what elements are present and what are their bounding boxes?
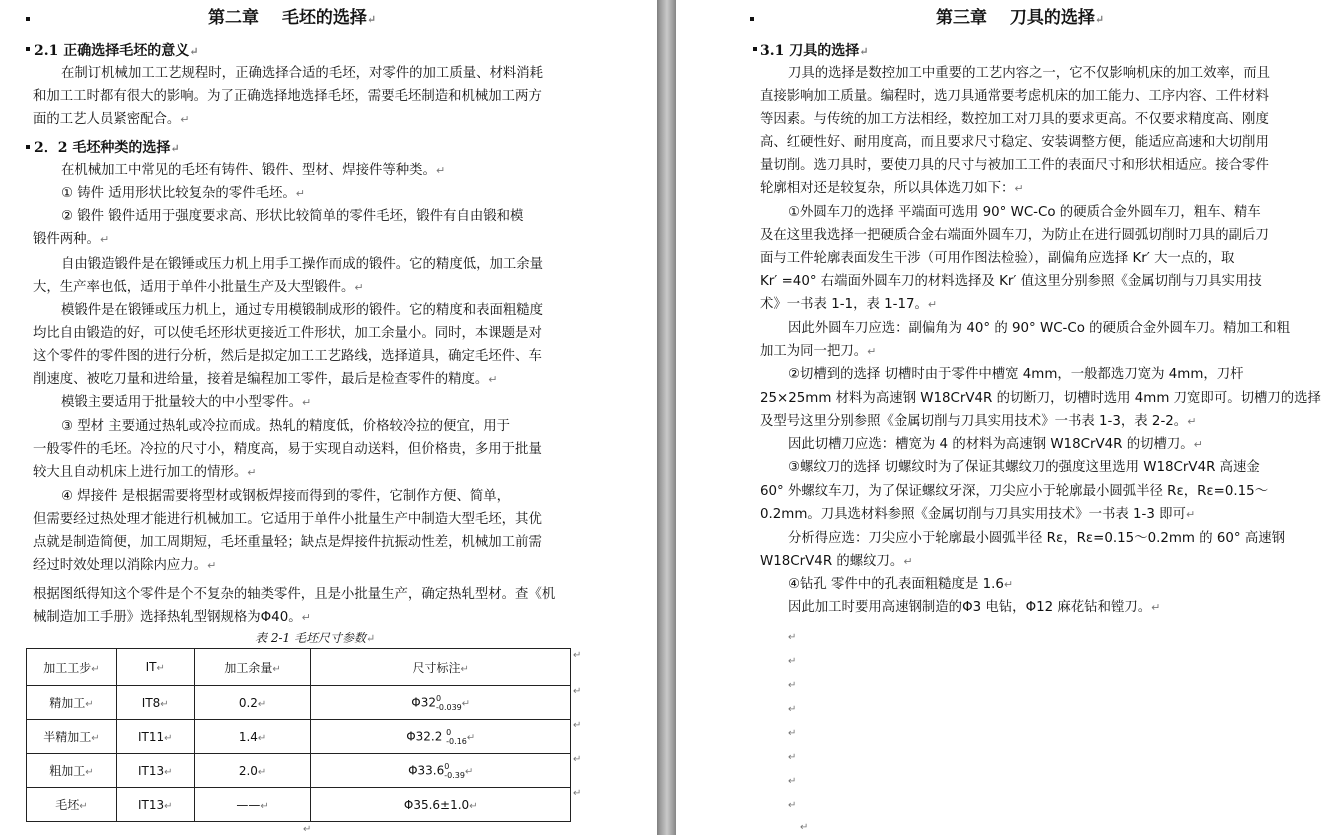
- body-line: 较大且自动机床上进行加工的情形。↵: [33, 465, 257, 480]
- body-line: 模锻件是在锻锤或压力机上，通过专用模锻制成形的锻件。它的精度和表面粗糙度: [61, 303, 544, 318]
- table-row: [27, 754, 571, 788]
- body-line: ④ 焊接件 是根据需要将型材或钢板焊接而得到的零件，它制作方便、简单，: [61, 489, 511, 504]
- cell-allowance: ——↵: [194, 788, 311, 822]
- body-line: 械制造加工手册》选择热轧型钢规格为Φ40。↵: [33, 610, 311, 625]
- cell-dimension: Φ35.6±1.0↵: [311, 788, 571, 822]
- cell-step: 毛坯↵: [27, 788, 117, 822]
- body-line: ② 锻件 锻件适用于强度要求高、形状比较简单的零件毛坯，锻件有自由锻和模: [61, 209, 524, 224]
- paragraph-mark: ↵: [788, 728, 797, 739]
- cell-dimension: Φ32 0 -0.039 ↵: [311, 686, 571, 720]
- header-cell-step: 加工工步↵: [27, 649, 117, 686]
- body-line: 及型号这里分别参照《金属切削与刀具实用技术》一书表 1-3，表 2-2。↵: [760, 414, 1197, 429]
- paragraph-marker: [26, 17, 30, 21]
- body-line: 加工为同一把刀。↵: [760, 344, 877, 359]
- cell-it: IT8↵: [116, 686, 194, 720]
- body-line: Kr′ =40° 右端面外圆车刀的材料选择及 Kr′ 值这里分别参照《金属切削与刀具实用技: [760, 274, 1262, 289]
- page-gap-divider: [657, 0, 676, 835]
- body-line: 一般零件的毛坯。冷拉的尺寸小，精度高，易于实现自动送料，但价格贵，多用于批量: [33, 442, 542, 457]
- body-line: 刀具的选择是数控加工中重要的工艺内容之一，它不仅影响机床的加工效率，而且: [788, 66, 1271, 81]
- body-line: 在制订机械加工工艺规程时，正确选择合适的毛坯，对零件的加工质量、材料消耗: [61, 66, 544, 81]
- body-line: 大，生产率也低，适用于单件小批量生产及大型锻件。↵: [33, 280, 364, 295]
- body-line: ① 铸件 适用形状比较复杂的零件毛坯。↵: [61, 186, 305, 201]
- body-line: 因此切槽刀应选：槽宽为 4 的材料为高速钢 W18CrV4R 的切槽刀。↵: [788, 437, 1203, 452]
- body-line: 直接影响加工质量。编程时，选刀具通常要考虑机床的加工能力、工序内容、工件材料: [760, 89, 1269, 104]
- body-line: 自由锻造锻件是在锻锤或压力机上用手工操作而成的锻件。它的精度低，加工余量: [61, 257, 544, 272]
- body-line: 根据图纸得知这个零件是个不复杂的轴类零件，且是小批量生产，确定热轧型材。查《机: [33, 587, 556, 602]
- body-line: ④钻孔 零件中的孔表面粗糙度是 1.6↵: [788, 577, 1014, 592]
- cell-it: IT13↵: [116, 788, 194, 822]
- header-cell-dimension: 尺寸标注↵: [311, 649, 571, 686]
- row-end-mark: ↵: [573, 686, 582, 697]
- cell-dimension: Φ33.6 0 -0.39 ↵: [311, 754, 571, 788]
- paragraph-mark: ↵: [788, 680, 797, 691]
- table-row: [27, 720, 571, 754]
- paragraph-mark: ↵: [788, 632, 797, 643]
- body-line: ①外圆车刀的选择 平端面可选用 90° WC-Co 的硬质合金外圆车刀，粗车、精车: [788, 205, 1261, 220]
- header-cell-it: IT↵: [116, 649, 194, 686]
- body-line: 均比自由锻造的好，可以使毛坯形状更接近工件形状，加工余量小。同时，本课题是对: [33, 326, 542, 341]
- cell-it: IT13↵: [116, 754, 194, 788]
- paragraph-mark: ↵: [788, 776, 797, 787]
- body-line: 因此外圆车刀应选：副偏角为 40° 的 90° WC-Co 的硬质合金外圆车刀。精加工和粗: [788, 321, 1291, 336]
- paragraph-mark: ↵: [788, 656, 797, 667]
- body-line: 25×25mm 材料为高速钢 W18CrV4R 的切断刀，切槽时选用 4mm 刀宽即可。切槽刀的选择: [760, 391, 1321, 406]
- paragraph-marker: [750, 17, 754, 21]
- section-2-1-heading: 2.1 正确选择毛坯的意义↵: [34, 43, 199, 59]
- section-2-2-heading: 2．2 毛坯种类的选择↵: [34, 140, 180, 156]
- body-line: 等因素。与传统的加工方法相经，数控加工对刀具的要求更高。不仅要求精度高、刚度: [760, 112, 1269, 127]
- paragraph-mark: ↵: [800, 822, 809, 833]
- cell-step: 精加工↵: [27, 686, 117, 720]
- paragraph-marker: [26, 145, 30, 149]
- body-line: 因此加工时要用高速钢制造的Φ3 电钻，Φ12 麻花钻和镗刀。↵: [788, 600, 1161, 615]
- body-line: 经过时效处理以消除内应力。↵: [33, 558, 217, 573]
- body-line: W18CrV4R 的螺纹刀。↵: [760, 554, 913, 569]
- body-line: ②切槽到的选择 切槽时由于零件中槽宽 4mm，一般都选刀宽为 4mm，刀杆: [788, 367, 1244, 382]
- cell-step: 半精加工↵: [27, 720, 117, 754]
- section-3-1-heading: 3.1 刀具的选择↵: [760, 43, 869, 59]
- cell-it: IT11↵: [116, 720, 194, 754]
- document-page-right: [676, 0, 1339, 835]
- row-end-mark: ↵: [573, 754, 582, 765]
- body-line: 模锻主要适用于批量较大的中小型零件。↵: [61, 395, 312, 410]
- paragraph-mark: ↵: [788, 800, 797, 811]
- body-line: 0.2mm。刀具选材料参照《金属切削与刀具实用技术》一书表 1-3 即可↵: [760, 507, 1196, 522]
- row-end-mark: ↵: [573, 650, 582, 661]
- table-row: [27, 788, 571, 822]
- body-line: 这个零件的零件图的进行分析，然后是拟定加工工艺路线，选择道具，确定毛坯件、车: [33, 349, 542, 364]
- table-caption: 表 2-1 毛坯尺寸参数↵: [255, 631, 376, 645]
- cell-dimension: Φ32.2 0 -0.16 ↵: [311, 720, 571, 754]
- cell-allowance: 1.4↵: [194, 720, 311, 754]
- body-line: 面的工艺人员紧密配合。↵: [33, 112, 190, 127]
- cell-allowance: 0.2↵: [194, 686, 311, 720]
- body-line: 点就是制造简便，加工周期短，毛坯重量轻；缺点是焊接件抗振动性差，机械加工前需: [33, 535, 542, 550]
- body-line: ③ 型材 主要通过热轧或冷拉而成。热轧的精度低，价格较冷拉的便宜，用于: [61, 419, 511, 434]
- table-header-row: [27, 649, 571, 686]
- cell-step: 粗加工↵: [27, 754, 117, 788]
- body-line: 分析得应选：刀尖应小于轮廓最小圆弧半径 Rε，Rε=0.15～0.2mm 的 60° 高速钢: [788, 531, 1286, 546]
- body-line: 和加工工时都有很大的影响。为了正确选择地选择毛坯，需要毛坯制造和机械加工两方: [33, 89, 542, 104]
- body-line: 术》一书表 1-1，表 1-17。↵: [760, 297, 938, 312]
- body-line: 在机械加工中常见的毛坯有铸件、锻件、型材、焊接件等种类。↵: [61, 163, 446, 178]
- chapter-2-title: 第二章 毛坯的选择↵: [208, 8, 377, 28]
- chapter-3-title: 第三章 刀具的选择↵: [936, 8, 1105, 28]
- body-line: 面与工件轮廓表面发生干涉（可用作图法检验），副偏角应选择 Kr′ 大一点的，取: [760, 251, 1235, 266]
- paragraph-marker: [26, 47, 30, 51]
- document-page-left: [0, 0, 657, 835]
- body-line: 锻件两种。↵: [33, 232, 110, 247]
- body-line: 但需要经过热处理才能进行机械加工。它适用于单件小批量生产中制造大型毛坯，其优: [33, 512, 542, 527]
- row-end-mark: ↵: [573, 720, 582, 731]
- header-cell-allowance: 加工余量↵: [194, 649, 311, 686]
- body-line: 60° 外螺纹车刀，为了保证螺纹牙深，刀尖应小于轮廓最小圆弧半径 Rε，Rε=0.15～: [760, 484, 1269, 499]
- paragraph-marker: [753, 47, 757, 51]
- body-line: 量切削。选刀具时，要使刀具的尺寸与被加工工件的表面尺寸和形状相适应。接合零件: [760, 158, 1269, 173]
- paragraph-mark: ↵: [303, 824, 312, 835]
- cell-allowance: 2.0↵: [194, 754, 311, 788]
- row-end-mark: ↵: [573, 788, 582, 799]
- paragraph-mark: ↵: [788, 752, 797, 763]
- body-line: 轮廓相对还是较复杂，所以具体选刀如下：↵: [760, 181, 1024, 196]
- body-line: ③螺纹刀的选择 切螺纹时为了保证其螺纹刀的强度这里选用 W18CrV4R 高速金: [788, 460, 1260, 475]
- body-line: 及在这里我选择一把硬质合金右端面外圆车刀，为防止在进行圆弧切削时刀具的副后刀: [760, 228, 1269, 243]
- body-line: 削速度、被吃刀量和进给量，接着是编程加工零件，最后是检查零件的精度。↵: [33, 372, 498, 387]
- blank-dimension-table: [26, 648, 571, 822]
- body-line: 高、红硬性好、耐用度高，而且要求尺寸稳定、安装调整方便，能适应高速和大切削用: [760, 135, 1269, 150]
- table-row: [27, 686, 571, 720]
- paragraph-mark: ↵: [788, 704, 797, 715]
